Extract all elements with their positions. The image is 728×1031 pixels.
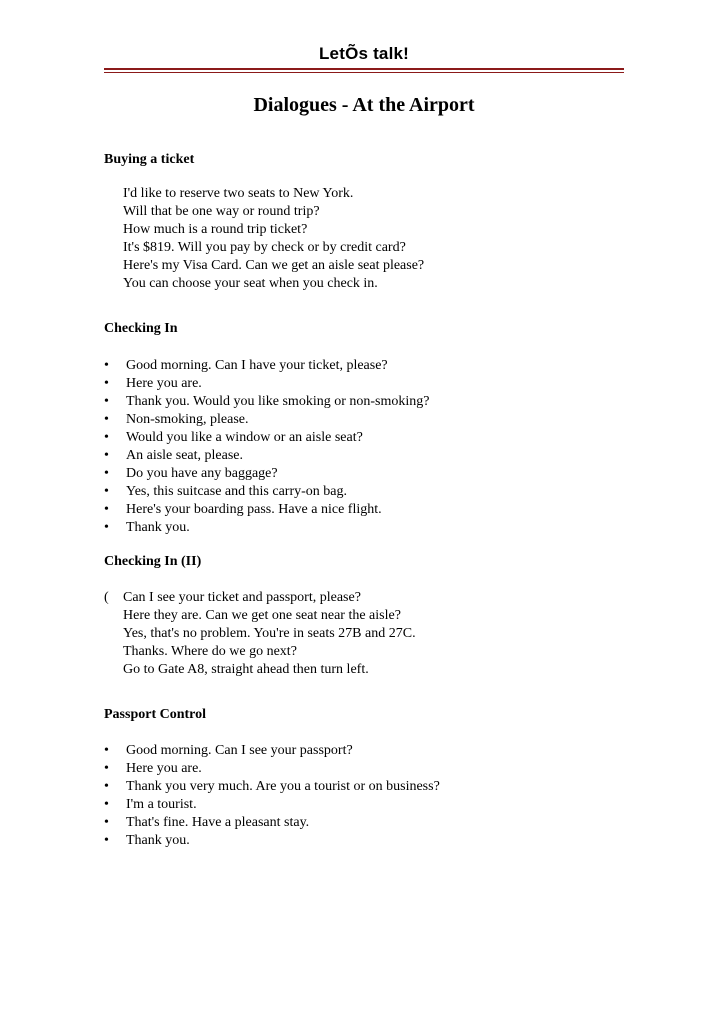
dialogue-line: Here's your boarding pass. Have a nice flight. xyxy=(126,502,382,517)
dialogue-line: An aisle seat, please. xyxy=(126,448,244,463)
header-divider xyxy=(104,68,624,73)
dialogue-line: Good morning. Can I see your passport? xyxy=(126,743,353,758)
dialogue-line: That's fine. Have a pleasant stay. xyxy=(126,815,310,830)
bullet-icon: • xyxy=(104,466,109,481)
section-heading-checking-in-ii: Checking In (II) xyxy=(104,554,202,569)
bullet-icon: • xyxy=(104,412,109,427)
bullet-icon: • xyxy=(104,394,109,409)
dialogue-line: Good morning. Can I have your ticket, please? xyxy=(126,358,388,373)
bullet-icon: • xyxy=(104,358,109,373)
list-item xyxy=(104,742,440,760)
dialogue-line: Here you are. xyxy=(126,761,202,776)
list-item xyxy=(104,357,429,375)
dialogue-line: I'd like to reserve two seats to New York. xyxy=(123,186,354,201)
dialogue-line: Go to Gate A8, straight ahead then turn left. xyxy=(123,662,369,677)
dialogue-buying-a-ticket xyxy=(104,185,424,293)
list-item xyxy=(104,519,429,537)
header-title: LetÕs talk! xyxy=(318,44,410,63)
dialogue-line: Thank you. xyxy=(126,833,190,848)
list-item xyxy=(104,832,440,850)
dialogue-line: Here's my Visa Card. Can we get an aisle seat please? xyxy=(123,258,425,273)
dialogue-line: Thank you. Would you like smoking or non-smoking? xyxy=(126,394,430,409)
dialogue-line: Here you are. xyxy=(126,376,202,391)
bullet-icon: • xyxy=(104,743,109,758)
dialogue-line: I'm a tourist. xyxy=(126,797,197,812)
dialogue-line: Yes, this suitcase and this carry-on bag. xyxy=(126,484,347,499)
dialogue-line: Thank you very much. Are you a tourist or on business? xyxy=(126,779,440,794)
list-item xyxy=(104,465,429,483)
list-item xyxy=(104,393,429,411)
dialogue-passport-control xyxy=(104,742,440,850)
page-title: Dialogues - At the Airport xyxy=(253,94,475,116)
list-item xyxy=(104,375,429,393)
bullet-icon: • xyxy=(104,797,109,812)
list-item xyxy=(104,429,429,447)
bullet-icon: • xyxy=(104,761,109,776)
dialogue-line: Would you like a window or an aisle seat? xyxy=(126,430,363,445)
list-item xyxy=(104,589,416,607)
bullet-icon: • xyxy=(104,520,109,535)
section-heading-checking-in: Checking In xyxy=(104,321,178,336)
dialogue-line: It's $819. Will you pay by check or by credit card? xyxy=(123,240,406,255)
bullet-icon: • xyxy=(104,448,109,463)
bullet-icon: • xyxy=(104,484,109,499)
list-item xyxy=(104,501,429,519)
dialogue-line: Will that be one way or round trip? xyxy=(123,204,320,219)
dialogue-line: Can I see your ticket and passport, please? xyxy=(123,590,361,605)
dialogue-line: Thanks. Where do we go next? xyxy=(123,644,297,659)
dialogue-checking-in-ii xyxy=(104,589,416,679)
dialogue-checking-in xyxy=(104,357,429,537)
list-item xyxy=(104,760,440,778)
list-marker: ( xyxy=(104,590,109,605)
bullet-icon: • xyxy=(104,815,109,830)
dialogue-line: How much is a round trip ticket? xyxy=(123,222,308,237)
dialogue-line: Yes, that's no problem. You're in seats 27B and 27C. xyxy=(123,626,416,641)
section-heading-buying-a-ticket: Buying a ticket xyxy=(104,152,195,167)
dialogue-line: You can choose your seat when you check in. xyxy=(123,276,378,291)
section-heading-passport-control: Passport Control xyxy=(104,707,207,722)
bullet-icon: • xyxy=(104,430,109,445)
bullet-icon: • xyxy=(104,779,109,794)
list-item xyxy=(104,796,440,814)
bullet-icon: • xyxy=(104,502,109,517)
list-item xyxy=(104,483,429,501)
list-item xyxy=(104,778,440,796)
list-item xyxy=(104,447,429,465)
dialogue-line: Do you have any baggage? xyxy=(126,466,278,481)
dialogue-line: Non-smoking, please. xyxy=(126,412,249,427)
bullet-icon: • xyxy=(104,833,109,848)
list-item xyxy=(104,411,429,429)
bullet-icon: • xyxy=(104,376,109,391)
list-item xyxy=(104,814,440,832)
dialogue-line: Here they are. Can we get one seat near the aisle? xyxy=(123,608,401,623)
dialogue-line: Thank you. xyxy=(126,520,190,535)
